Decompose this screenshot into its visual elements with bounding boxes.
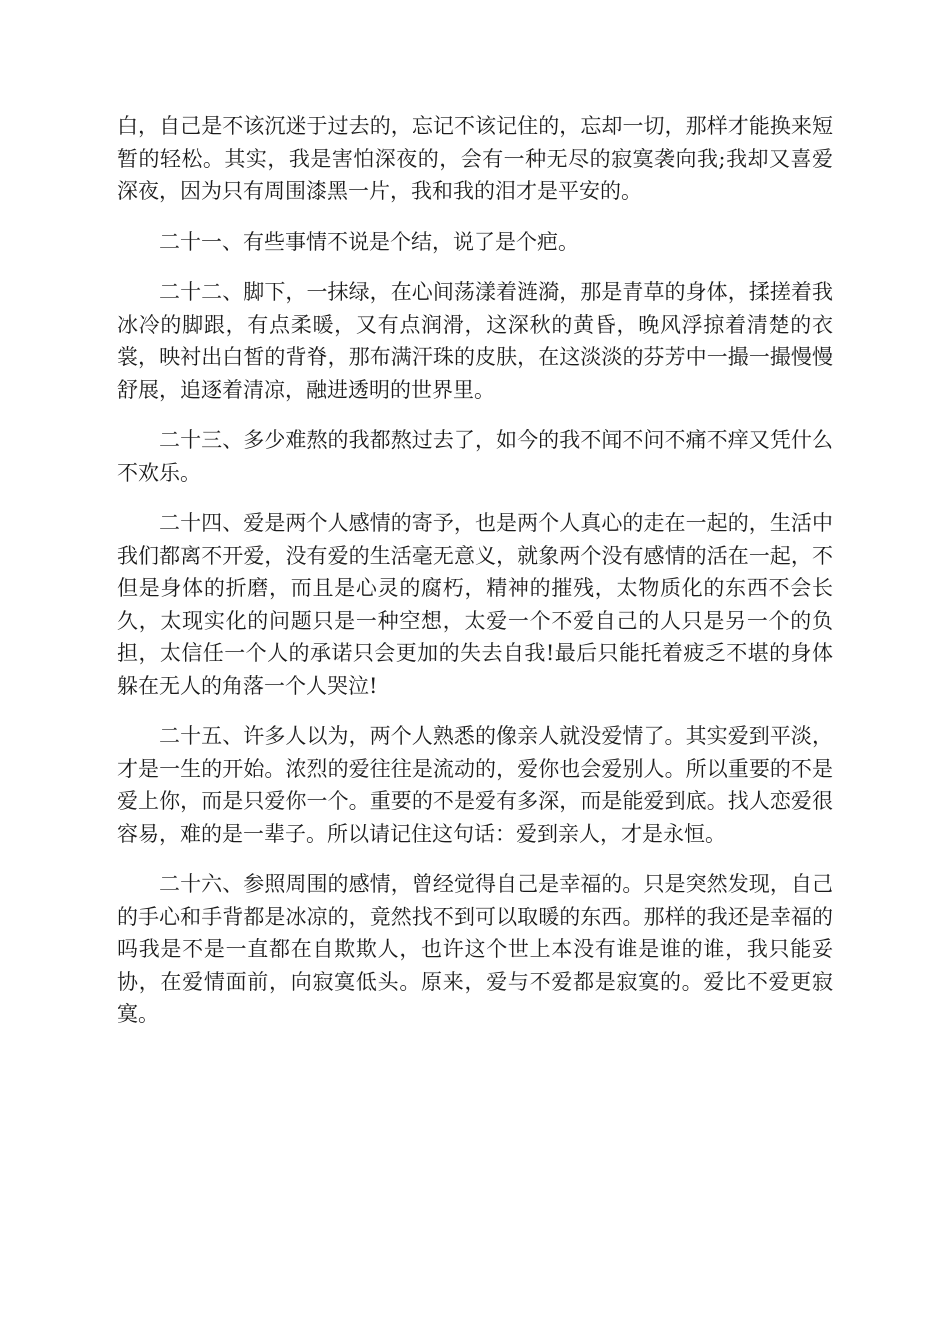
paragraph-26: 二十六、参照周围的感情，曾经觉得自己是幸福的。只是突然发现，自己的手心和手背都是冰凉的，竟然找不到可以取暖的东西。那样的我还是幸福的吗我是不是一直都在自欺欺人，也许这个世上本没有谁是谁的谁，我只能妥协，在爱情面前，向寂寞低头。原来，爱与不爱都是寂寞的。爱比不爱更寂寞。 [117,872,833,1026]
document-body [117,110,833,1049]
paragraph-24: 二十四、爱是两个人感情的寄予，也是两个人真心的走在一起的，生活中我们都离不开爱，没有爱的生活毫无意义，就象两个没有感情的活在一起，不但是身体的折磨，而且是心灵的腐朽，精神的摧残，太物质化的东西不会长久，太现实化的问题只是一种空想，太爱一个不爱自己的人只是另一个的负担，太信任一个人的承诺只会更加的失去自我!最后只能托着疲乏不堪的身体躲在无人的角落一个人哭泣! [117,511,833,698]
paragraph-continuation: 白，自己是不该沉迷于过去的，忘记不该记住的，忘却一切，那样才能换来短暂的轻松。其实，我是害怕深夜的，会有一种无尽的寂寞袭向我;我却又喜爱深夜，因为只有周围漆黑一片，我和我的泪才是平安的。 [117,114,833,203]
paragraph-22: 二十二、脚下，一抹绿，在心间荡漾着涟漪，那是青草的身体，揉搓着我冰冷的脚跟，有点柔暖，又有点润滑，这深秋的黄昏，晚风浮掠着清楚的衣裳，映衬出白皙的背脊，那布满汗珠的皮肤，在这淡淡的芬芳中一撮一撮慢慢舒展，追逐着清凉，融进透明的世界里。 [117,280,833,402]
paragraph-21: 二十一、有些事情不说是个结，说了是个疤。 [159,229,579,254]
paragraph-23: 二十三、多少难熬的我都熬过去了，如今的我不闻不问不痛不痒又凭什么不欢乐。 [117,428,833,485]
paragraph-25: 二十五、许多人以为，两个人熟悉的像亲人就没爱情了。其实爱到平淡，才是一生的开始。浓烈的爱往往是流动的，爱你也会爱别人。所以重要的不是爱上你，而是只爱你一个。重要的不是爱有多深，而是能爱到底。找人恋爱很容易，难的是一辈子。所以请记住这句话：爱到亲人，才是永恒。 [117,724,833,846]
